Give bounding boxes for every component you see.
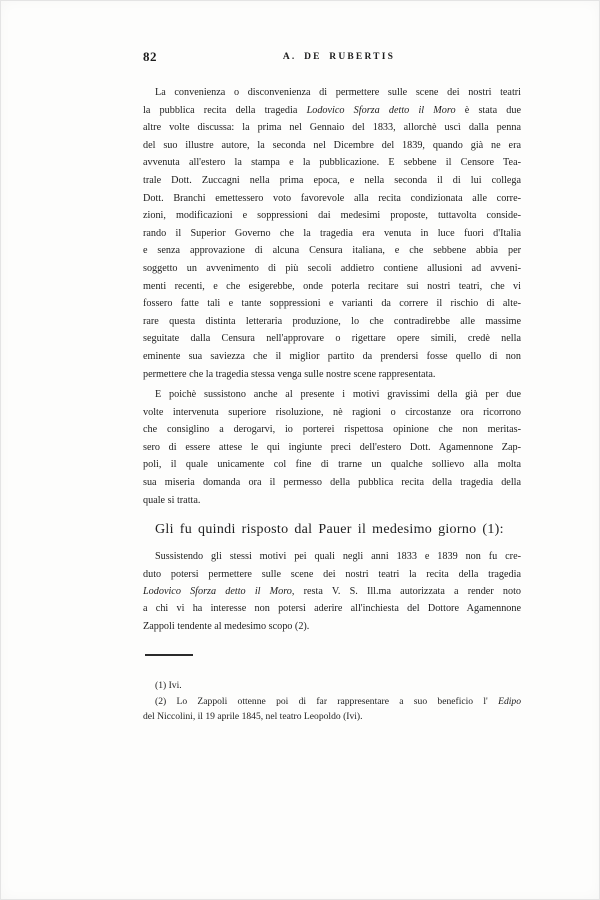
text-line: a chi vi ha interesse non potersi aderire all'inchiesta del Dottore Agamennone [143,603,521,615]
text-line: che consiglino a derogarvi, io porterei rispettosa opinione che non meritas- [143,424,521,436]
paragraph-1 [143,84,521,383]
text-line: Zappoli tendente al medesimo scopo (2). [143,620,310,632]
text-line: sero di essere attese le qui ingiunte preci dell'estero Dott. Agamennone Zap- [143,441,521,453]
text-line: zioni, modificazioni e soppressioni dai medesimi proposte, tuttavolta conside- [143,210,521,222]
footnotes [143,678,521,725]
quoted-reply-paragraph [143,548,521,635]
text-line: Sussistendo gli stessi motivi pei quali negli anni 1833 e 1839 non fu cre- [155,551,521,563]
text-line: del suo illustre autore, la seconda nel Dicembre del 1839, quando già ne era [143,139,521,151]
text-line: rando il Superior Governo che la tragedia era venuta in luce fuori d'Italia [143,227,521,239]
text-line: sua miseria domanda ora il permesso della pubblica recita della tragedia della [143,477,521,489]
text-line: avvenuta all'estero la stampa e la pubblicazione. E sebbene il Censore Tea- [143,157,521,169]
text-line: fossero fatte tali e tante soppressioni e varianti da correre il rischio di alte- [143,298,521,310]
footnote-separator [145,654,193,656]
text-line: Lodovico Sforza detto il Moro, resta V. S. Ill.ma autorizzata a render noto [143,586,521,598]
page-number: 82 [143,49,157,64]
text-line: permettere che la tragedia stessa venga sulle nostre scene rappresentata. [143,368,436,380]
text-line: (1) Ivi. [155,680,182,692]
text-line: menti recenti, e che esigerebbe, onde poterla recitare sui nostri teatri, che vi [143,280,521,292]
text-line: altre volte discussa: la prima nel Gennaio del 1833, allorchè uscì dalla penna [143,122,521,134]
text-line: rare questa distinta letteraria produzione, lo che contradirebbe alle massime [143,315,521,327]
text-line: Dott. Branchi emettessero voto favorevole alla recita condizionata alle corre- [143,192,521,204]
text-line: E poichè sussistono anche al presente i motivi gravissimi della già per due [155,389,521,401]
page-header [143,49,521,68]
text-line: poli, il quale unicamente col fine di trarne un qualche sollievo alla molta [143,459,521,471]
text-line: volte intervenuta superiore risoluzione, nè ragioni o circostanze ora ricorrono [143,406,521,418]
running-header: A. DE RUBERTIS [282,52,396,62]
text-line: quale si tratta. [143,494,201,506]
section-heading: Gli fu quindi risposto dal Pauer il medesimo giorno (1): [155,522,504,538]
text-column [143,0,521,725]
text-line: la pubblica recita della tragedia Lodovico Sforza detto il Moro è stata due [143,104,522,116]
text-line: seguitate dalla Censura nell'approvare o rigettare opere simili, credè nella [143,333,521,345]
text-line: e senza approvazione di alcuna Censura italiana, e che sebbene abbia per [143,245,521,257]
text-line: trale Dott. Zuccagni nella prima epoca, e nella seconda il di lui collega [143,174,521,186]
text-line: La convenienza o disconvenienza di permettere sulle scene dei nostri teatri [155,87,521,98]
text-line: eminente sua saviezza che il miglior partito da prendersi fosse quello di non [143,350,521,362]
text-line: soggetto un avvenimento di più secoli addietro contiene allusioni ad avveni- [143,262,521,274]
text-line: duto potersi permettere sulle scene dei nostri teatri la recita della tragedia [143,568,521,580]
paragraph-2 [143,386,521,509]
text-line: (2) Lo Zappoli ottenne poi di far rappresentare a suo beneficio l' Edipo [155,695,521,707]
text-line: del Niccolini, il 19 aprile 1845, nel teatro Leopoldo (Ivi). [143,711,363,723]
